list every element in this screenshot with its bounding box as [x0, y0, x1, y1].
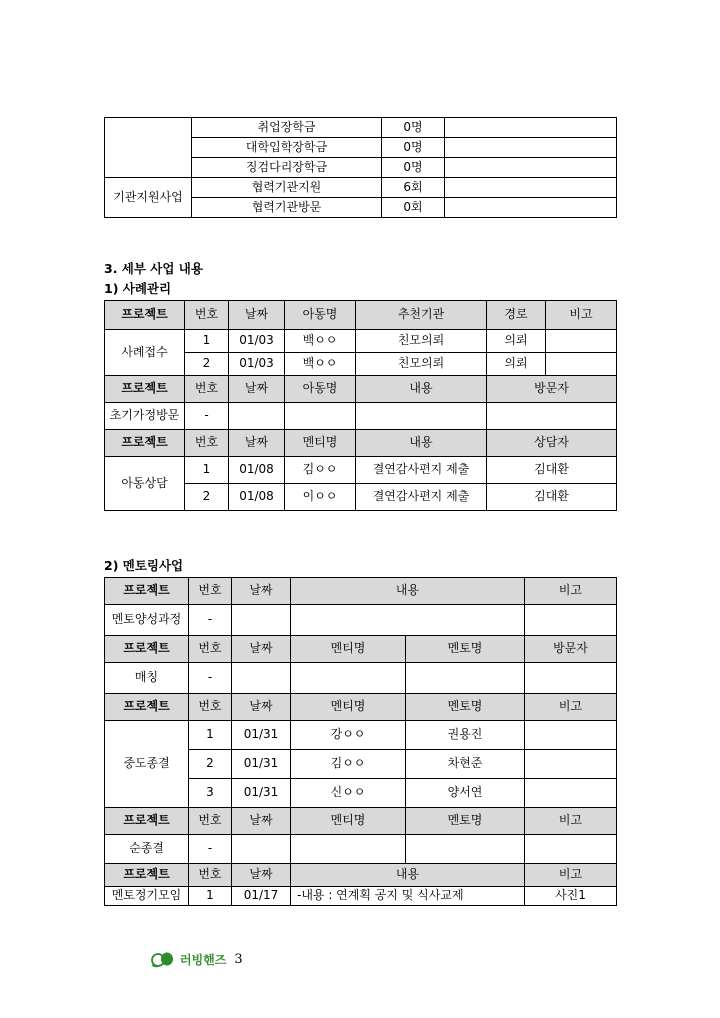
- header-mentor-name: 멘토명: [406, 636, 525, 663]
- cell: 01/31: [232, 750, 291, 779]
- header-number: 번호: [189, 578, 232, 605]
- cell: 권용진: [406, 721, 525, 750]
- header-content: 내용: [356, 376, 487, 403]
- cell: 01/31: [232, 721, 291, 750]
- header-note: 비고: [525, 864, 617, 887]
- note-cell: [445, 198, 617, 218]
- header-date: 날짜: [232, 864, 291, 887]
- note-cell: [445, 178, 617, 198]
- cell: 01/03: [229, 353, 285, 376]
- item-cell: 협력기관지원: [192, 178, 382, 198]
- project-label: 멘토정기모임: [105, 887, 189, 906]
- mentoring-table: [104, 577, 617, 906]
- cell: [525, 835, 617, 864]
- group-cell-empty: [105, 118, 192, 178]
- cell: 김대환: [487, 484, 617, 511]
- cell: [546, 353, 617, 376]
- project-label: 매칭: [105, 663, 189, 694]
- cell: -: [189, 663, 232, 694]
- header-number: 번호: [189, 808, 232, 835]
- header-mentee-name: 멘티명: [291, 636, 406, 663]
- value-cell: 0명: [382, 118, 445, 138]
- cell: 결연감사편지 제출: [356, 484, 487, 511]
- header-note: 비고: [546, 301, 617, 330]
- header-mentor-name: 멘토명: [406, 694, 525, 721]
- header-mentee-name: 멘티명: [291, 694, 406, 721]
- cell: 2: [189, 750, 232, 779]
- project-label: 아동상담: [105, 457, 185, 511]
- cell: 차현준: [406, 750, 525, 779]
- cell: [406, 835, 525, 864]
- value-cell: 0회: [382, 198, 445, 218]
- footer: [150, 950, 243, 968]
- header-project: 프로젝트: [105, 578, 189, 605]
- cell: [406, 663, 525, 694]
- header-number: 번호: [185, 430, 229, 457]
- subsection-mentoring-title: 2) 멘토링사업: [104, 558, 184, 573]
- note-cell: [445, 118, 617, 138]
- cell: 김대환: [487, 457, 617, 484]
- cell: 1: [189, 887, 232, 906]
- cell: 신ㅇㅇ: [291, 779, 406, 808]
- cell: 양서연: [406, 779, 525, 808]
- cell: 강ㅇㅇ: [291, 721, 406, 750]
- cell: 01/08: [229, 457, 285, 484]
- cell: 백ㅇㅇ: [285, 330, 356, 353]
- header-counselor: 상담자: [487, 430, 617, 457]
- cell: [285, 403, 356, 430]
- cell: 김ㅇㅇ: [285, 457, 356, 484]
- header-date: 날짜: [232, 636, 291, 663]
- cell: 01/17: [232, 887, 291, 906]
- cell: 백ㅇㅇ: [285, 353, 356, 376]
- value-cell: 0명: [382, 138, 445, 158]
- cell: 01/08: [229, 484, 285, 511]
- cell: [356, 403, 487, 430]
- header-content: 내용: [291, 578, 525, 605]
- header-number: 번호: [189, 636, 232, 663]
- header-child-name: 아동명: [285, 301, 356, 330]
- header-mentee-name: 멘티명: [285, 430, 356, 457]
- cell: [525, 779, 617, 808]
- item-cell: 취업장학금: [192, 118, 382, 138]
- group-label-cell: 기관지원사업: [105, 178, 192, 218]
- header-number: 번호: [189, 864, 232, 887]
- cell: [232, 835, 291, 864]
- header-visitor: 방문자: [487, 376, 617, 403]
- header-visitor: 방문자: [525, 636, 617, 663]
- cell: 1: [185, 330, 229, 353]
- item-cell: 대학입학장학금: [192, 138, 382, 158]
- header-content: 내용: [356, 430, 487, 457]
- cell: 의뢰: [487, 353, 546, 376]
- cell: -: [189, 605, 232, 636]
- header-date: 날짜: [232, 808, 291, 835]
- item-cell: 협력기관방문: [192, 198, 382, 218]
- value-cell: 0명: [382, 158, 445, 178]
- logo-text: 러빙핸즈: [180, 952, 227, 967]
- header-date: 날짜: [232, 694, 291, 721]
- cell: 2: [185, 353, 229, 376]
- cell: [232, 605, 291, 636]
- cell: [229, 403, 285, 430]
- header-date: 날짜: [229, 376, 285, 403]
- section-3-title: 3. 세부 사업 내용: [104, 261, 203, 276]
- cell: 결연감사편지 제출: [356, 457, 487, 484]
- note-cell: [445, 138, 617, 158]
- cell: 이ㅇㅇ: [285, 484, 356, 511]
- header-referrer: 추천기관: [356, 301, 487, 330]
- case-management-table: [104, 300, 617, 511]
- header-note: 비고: [525, 694, 617, 721]
- header-number: 번호: [185, 301, 229, 330]
- loving-hands-logo-icon: [150, 950, 176, 968]
- header-number: 번호: [189, 694, 232, 721]
- header-project: 프로젝트: [105, 808, 189, 835]
- project-label: 중도종결: [105, 721, 189, 808]
- cell: 김ㅇㅇ: [291, 750, 406, 779]
- cell: 1: [189, 721, 232, 750]
- cell: 01/31: [232, 779, 291, 808]
- header-mentee-name: 멘티명: [291, 808, 406, 835]
- header-project: 프로젝트: [105, 864, 189, 887]
- cell: [525, 663, 617, 694]
- header-route: 경로: [487, 301, 546, 330]
- header-project: 프로젝트: [105, 636, 189, 663]
- note-cell: [445, 158, 617, 178]
- cell: 의뢰: [487, 330, 546, 353]
- project-label: 순종결: [105, 835, 189, 864]
- header-project: 프로젝트: [105, 301, 185, 330]
- cell: -: [185, 403, 229, 430]
- cell: [291, 835, 406, 864]
- header-date: 날짜: [229, 430, 285, 457]
- cell: [525, 721, 617, 750]
- header-child-name: 아동명: [285, 376, 356, 403]
- cell: [525, 605, 617, 636]
- cell: [525, 750, 617, 779]
- value-cell: 6회: [382, 178, 445, 198]
- item-cell: 징검다리장학금: [192, 158, 382, 178]
- cell: 사진1: [525, 887, 617, 906]
- project-label: 사례접수: [105, 330, 185, 376]
- cell: [232, 663, 291, 694]
- cell: 3: [189, 779, 232, 808]
- page-number: 3: [234, 951, 243, 967]
- project-label: 멘토양성과정: [105, 605, 189, 636]
- header-project: 프로젝트: [105, 376, 185, 403]
- header-content: 내용: [291, 864, 525, 887]
- cell: -: [189, 835, 232, 864]
- cell: [546, 330, 617, 353]
- cell: [291, 605, 525, 636]
- cell: 01/03: [229, 330, 285, 353]
- header-project: 프로젝트: [105, 694, 189, 721]
- subsection-case-management-title: 1) 사례관리: [104, 281, 172, 296]
- header-date: 날짜: [229, 301, 285, 330]
- cell: 친모의뢰: [356, 353, 487, 376]
- content-cell: -내용 : 연계획 공지 및 식사교제: [291, 887, 525, 906]
- header-note: 비고: [525, 808, 617, 835]
- support-summary-table: [104, 117, 617, 218]
- header-note: 비고: [525, 578, 617, 605]
- cell: [487, 403, 617, 430]
- header-number: 번호: [185, 376, 229, 403]
- cell: 2: [185, 484, 229, 511]
- header-project: 프로젝트: [105, 430, 185, 457]
- header-date: 날짜: [232, 578, 291, 605]
- project-label: 초기가정방문: [105, 403, 185, 430]
- cell: 1: [185, 457, 229, 484]
- cell: 친모의뢰: [356, 330, 487, 353]
- cell: [291, 663, 406, 694]
- header-mentor-name: 멘토명: [406, 808, 525, 835]
